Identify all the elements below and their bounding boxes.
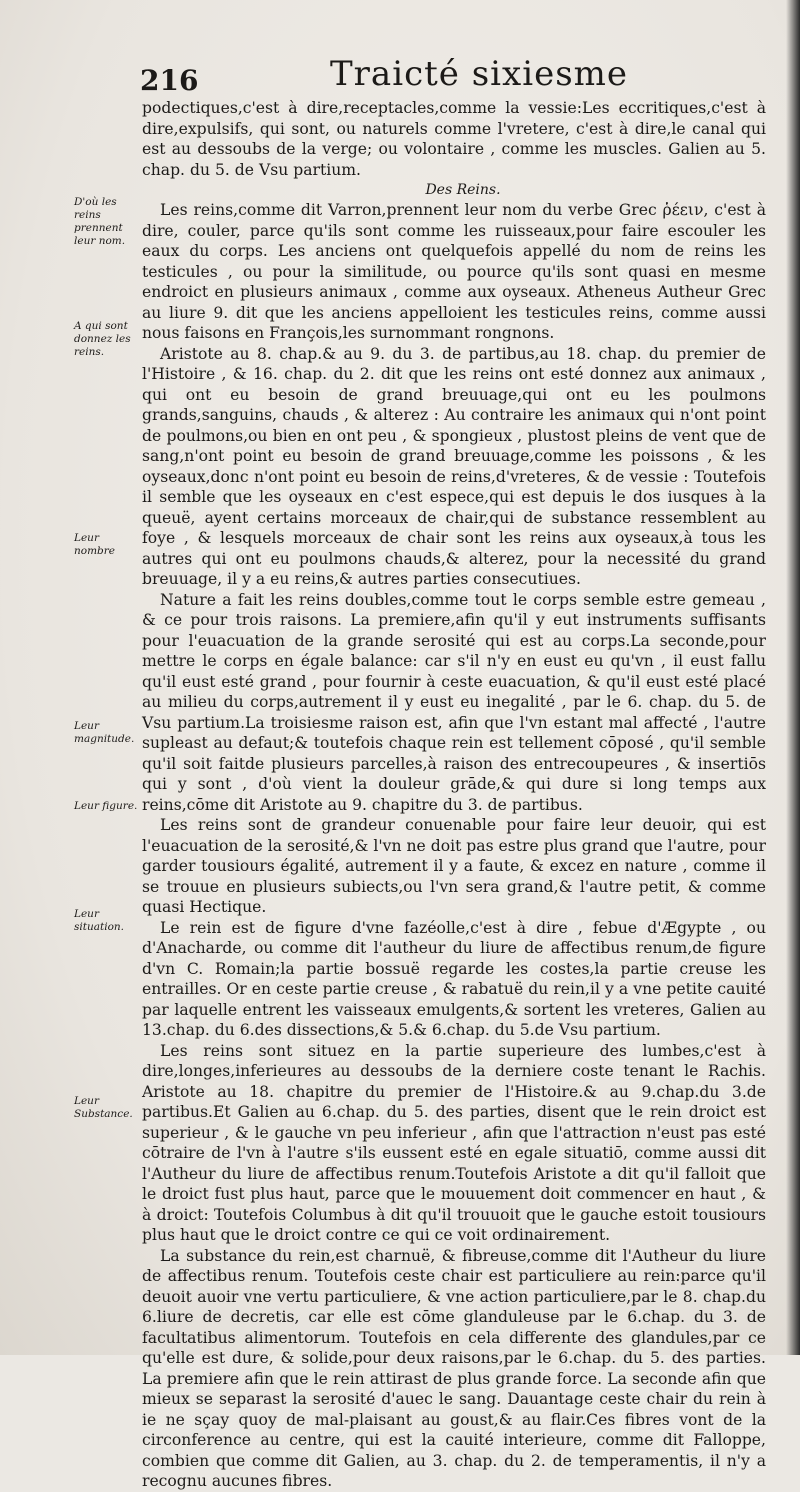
margin-note-situation: Leur situation. [74,908,124,933]
margin-note-number: Leur nombre [74,532,115,557]
paragraph-substance: La substance du rein,est charnuë, & fibreuse,comme dit l'Autheur du liure de affectibus renum. Toutefois ceste chair est particuliere au rein:parce qu'il deuoit auoir vne vertu particuliere, & vne action particuliere,par le 8. chap.du 6.liure de decretis, car elle est cōme glanduleuse par le 6.chap. du 3. de facultatibus alimentorum. Toutefois en cela differente des glandules,par ce qu'elle est dure, & solide,pour deux raisons,par le 6.chap. du 5. des parties. La premiere afin que le rein attirast de plus grande force. La seconde afin que mieux se separast la serosité d'auec le sang. Dauantage ceste chair du rein à ie ne sçay quoy de mal-plaisant au goust,& au flair.Ces fibres vont de la circonference au centre, qui est la cauité interieure, comme dit Falloppe, combien que comme dit Galien, au 3. chap. du 2. de temperamentis, il n'y a recognu aucunes fibres. [142,1246,766,1490]
margin-note-substance: Leur Substance. [74,1095,133,1120]
paragraph-purpose: Aristote au 8. chap.& au 9. du 3. de partibus,au 18. chap. du premier de l'Histoire , & 16. chap. du 2. dit que les reins ont esté donnez aux animaux , qui ont eu besoin de grand breuuage,qui ont eu les poulmons grands,sanguins, chauds , & alterez : Au contraire les animaux qui n'ont point de poulmons,ou bien en ont peu , & spongieux , plustost pleins de vent que de sang,n'ont point eu besoin de grand breuuage,comme les poissons , & les oyseaux,donc n'ont point eu besoin de reins,d'vreteres, & de vessie : Toutefois il semble que les oyseaux en c'est espece,qui est depuis le dos iusques à la queuë, ayent certains morceaux de chair,qui de substance ressemblent au foye , & lesquels morceaux de chair sont les reins aux oyseaux,à tous les autres qui ont eu poulmons chauds,& alterez, pour la necessité du grand breuuage, il y a eu reins,& autres parties consecutiues. [142,344,766,588]
paragraph-magnitude: Les reins sont de grandeur conuenable pour faire leur deuoir, qui est l'euacuation de la serosité,& l'vn ne doit pas estre plus grand que l'autre, pour garder tousiours égalité, autrement il y a faute, & excez en nature , comme il se trouue en plusieurs subiects,ou l'vn sera grand,& l'autre petit, & comme quasi Hectique. [142,816,766,916]
running-title: Traicté sixiesme [330,54,629,94]
section-heading: Des Reins. [425,182,501,198]
margin-note-figure: Leur figure. [74,800,138,812]
page-edge-shadow [786,0,800,1355]
paragraph-situation: Les reins sont situez en la partie superieure des lumbes,c'est à dire,longes,inferieures au dessoubs de la derniere coste tenant le Rachis. Aristote au 18. chapitre du premier de l'Histoire.& au 9.chap.du 3.de partibus.Et Galien au 6.chap. du 5. des parties, disent que le rein droict est superieur , & le gauche vn peu inferieur , afin que l'attraction n'eust pas esté cōtraire de l'vn à l'autre s'ils eussent esté en egale situatiō, comme aussi dit l'Autheur du liure de affectibus renum.Toutefois Aristote a dit qu'il falloit que le droict fust plus haut, parce que le mouuement doit commencer en haut , & à droict: Toutefois Columbus à dit qu'il trouuoit que le gauche estoit tousiours plus haut que le droict contre ce qui ce voit ordinairement. [142,1041,766,1244]
margin-note-magnitude: Leur magnitude. [74,720,135,745]
paragraph-name: Les reins,comme dit Varron,prennent leur nom du verbe Grec ῥέειν, c'est à dire, couler, parce qu'ils sont comme les ruisseaux,pour faire escouler les eaux du corps. Les anciens ont quelquefois appellé du nom de reins les testicules , ou pour la similitude, ou pource qu'ils sont quasi en mesme endroict en plusieurs animaux , comme aux oyseaux. Atheneus Autheur Grec au liure 9. dit que les anciens appelloient les testicules reins, comme aussi nous faisons en François,les surnommant rongnons. [142,201,766,342]
margin-note-purpose: A qui sont donnez les reins. [74,320,131,358]
main-text [142,98,766,1492]
paragraph-number: Nature a fait les reins doubles,comme tout le corps semble estre gemeau , & ce pour trois raisons. La premiere,afin qu'il y eut instruments suffisants pour l'euacuation de la grande serosité qui est au corps.La seconde,pour mettre le corps en égale balance: car s'il n'y en eust eu qu'vn , il eust fallu qu'il eust esté grand , pour fournir à ceste euacuation, & qu'il eust esté placé au milieu du corps,autrement il y eust eu inegalité , par le 6. chap. du 5. de Vsu partium.La troisiesme raison est, afin que l'vn estant mal affecté , l'autre supleast au defaut;& toutefois chaque rein est tellement cōposé , qu'il semble qu'il soit faitde plusieurs parcelles,à raison des entrecoupeures , & insertiōs qui y sont , d'où vient la douleur grāde,& qui dure si long temps aux reins,cōme dit Aristote au 9. chapitre du 3. de partibus. [142,590,766,814]
page-number: 216 [140,64,199,97]
margin-note-name: D'où les reins prennent leur nom. [74,196,126,247]
paragraph-continuation: podectiques,c'est à dire,receptacles,comme la vessie:Les eccritiques,c'est à dire,expulsifs, qui sont, ou naturels comme l'vretere, c'est à dire,le canal qui est au dessoubs de la verge; ou volontaire , comme les muscles. Galien au 5. chap. du 5. de Vsu partium. [142,99,766,179]
page-header [0,54,800,102]
paragraph-figure: Le rein est de figure d'vne fazéolle,c'est à dire , febue d'Ægypte , ou d'Anacharde, ou comme dit l'autheur du liure de affectibus renum,de figure d'vn C. Romain;la partie bossuë regarde les costes,la partie creuse les entrailles. Or en ceste partie creuse , & rabatuë du rein,il y a vne petite cauité par laquelle entrent les vaisseaux emulgents,& sortent les vreteres, Galien au 13.chap. du 6.des dissections,& 5.& 6.chap. du 5.de Vsu partium. [142,918,766,1039]
